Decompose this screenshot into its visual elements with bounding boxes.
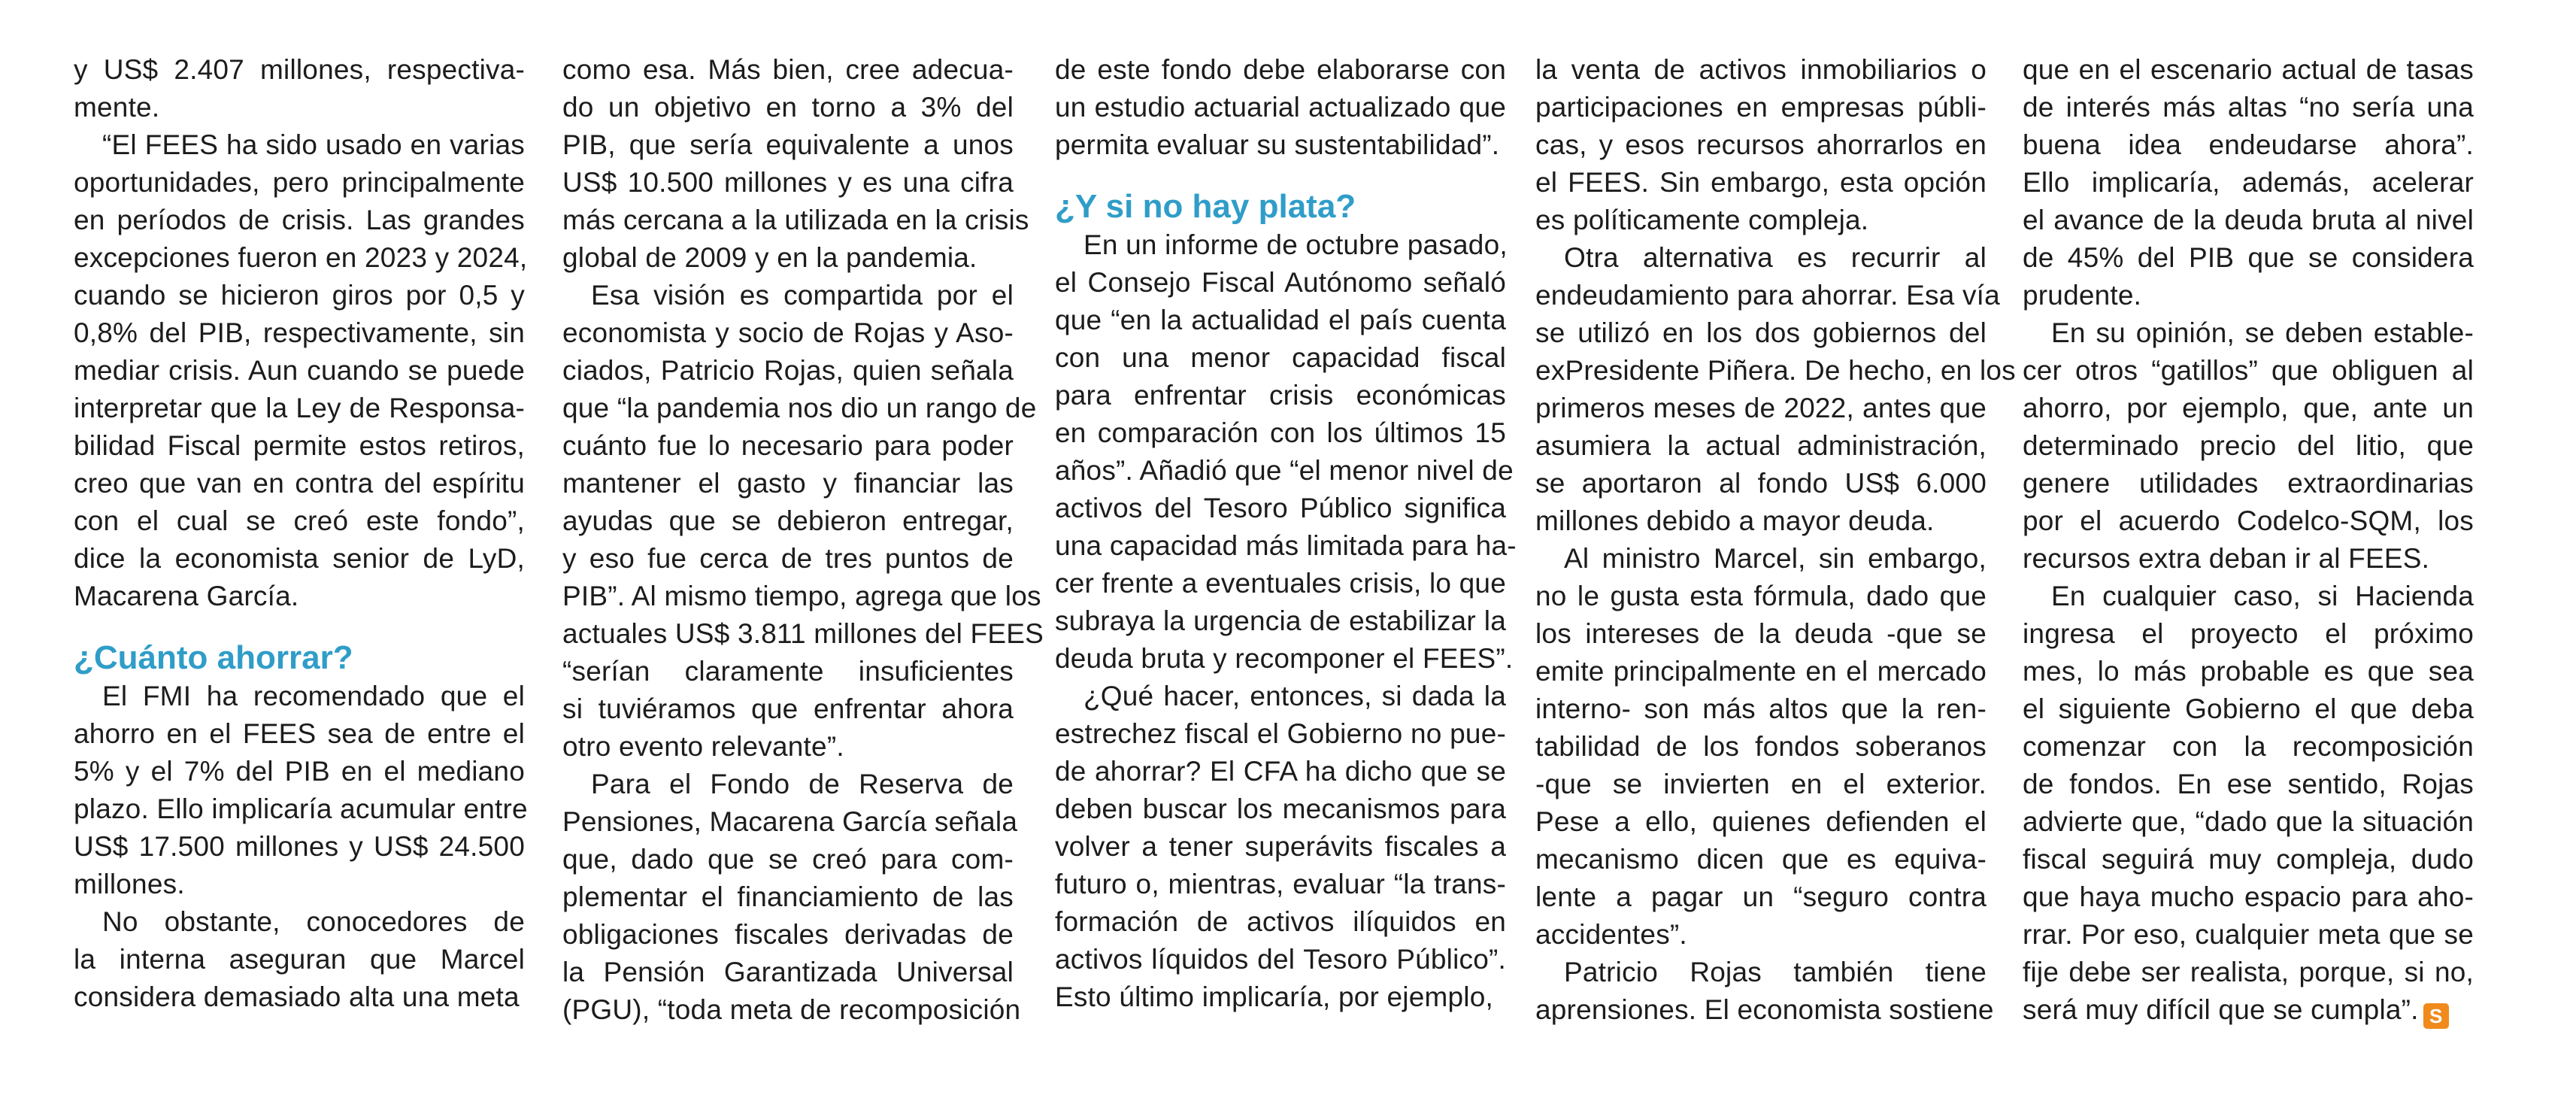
text-line: cuánto fue lo necesario para poder <box>562 430 1014 461</box>
text-line: Otra alternativa es recurrir al <box>1564 242 1987 273</box>
text-line: cas, y esos recursos ahorrarlos en <box>1535 129 1987 160</box>
text-line: se utilizó en los dos gobiernos del <box>1535 317 1987 348</box>
text-line: millones. <box>74 869 185 899</box>
text-line: fiscal seguirá muy compleja, dudo <box>2023 844 2474 875</box>
text-line: de ahorrar? El CFA ha dicho que se <box>1055 756 1506 787</box>
text-line: primeros meses de 2022, antes que <box>1535 393 1987 423</box>
text-line: obligaciones fiscales derivadas de <box>562 919 1014 950</box>
text-line: ahorro en el FEES sea de entre el <box>74 718 525 749</box>
text-line: que “en la actualidad el país cuenta <box>1055 305 1506 335</box>
text-line: futuro o, mientras, evaluar “la trans- <box>1055 869 1506 899</box>
text-line: ingresa el proyecto el próximo <box>2023 618 2474 649</box>
text-line: que haya mucho espacio para aho- <box>2023 881 2474 912</box>
text-line: de 45% del PIB que se considera <box>2023 242 2474 273</box>
text-line: ayudas que se debieron entregar, <box>562 505 1014 536</box>
paragraph <box>74 51 525 126</box>
text-line: la interna aseguran que Marcel <box>74 944 525 975</box>
text-line: los intereses de la deuda -que se <box>1535 618 1987 649</box>
text-line: de interés más altas “no sería una <box>2023 92 2474 123</box>
text-line: genere utilidades extraordinarias <box>2023 468 2474 499</box>
text-line: endeudamiento para ahorrar. Esa vía <box>1535 280 2000 311</box>
text-line: subraya la urgencia de estabilizar la <box>1055 605 1506 636</box>
text-line: la Pensión Garantizada Universal <box>562 957 1014 987</box>
text-line: y eso fue cerca de tres puntos de <box>562 543 1014 574</box>
text-line: advierte que, “dado que la situación <box>2023 806 2474 837</box>
text-line: excepciones fueron en 2023 y 2024, <box>74 242 528 273</box>
text-line: y US$ 2.407 millones, respectiva- <box>74 54 525 85</box>
text-line: prudente. <box>2023 280 2142 311</box>
text-line: se aportaron al fondo US$ 6.000 <box>1535 468 1987 499</box>
text-line: mes, lo más probable es que sea <box>2023 656 2474 687</box>
text-line: cer frente a eventuales crisis, lo que <box>1055 568 1506 599</box>
text-line: PIB, que sería equivalente a unos <box>562 129 1014 160</box>
paragraph <box>74 678 528 903</box>
text-line: accidentes”. <box>1535 919 1687 950</box>
text-line: plazo. Ello implicaría acumular entre <box>74 793 528 824</box>
text-line: permita evaluar su sustentabilidad”. <box>1055 129 1500 160</box>
text-line: la venta de activos inmobiliarios o <box>1535 54 1987 85</box>
text-line: si tuviéramos que enfrentar ahora <box>562 693 1014 724</box>
text-line: ahorro, por ejemplo, que, ante un <box>2023 393 2474 423</box>
text-line: buena idea endeudarse ahora”. <box>2023 129 2474 160</box>
text-line: exPresidente Piñera. De hecho, en los <box>1535 355 2016 386</box>
text-line: millones debido a mayor deuda. <box>1535 505 1935 536</box>
text-line: Esa visión es compartida por el <box>591 280 1014 311</box>
text-line: mente. <box>74 92 160 123</box>
text-line: aprensiones. El economista sostiene <box>1535 994 1994 1025</box>
text-line: deuda bruta y recomponer el FEES”. <box>1055 643 1514 674</box>
text-line: rrar. Por eso, cualquier meta que se <box>2023 919 2474 950</box>
text-line: años”. Añadió que “el menor nivel de <box>1055 455 1514 486</box>
paragraph <box>2023 578 2474 1029</box>
text-line: que en el escenario actual de tasas <box>2023 54 2474 85</box>
text-line: una capacidad más limitada para ha- <box>1055 530 1517 561</box>
text-line: Pensiones, Macarena García señala <box>562 806 1018 837</box>
text-line: con el cual se creó este fondo”, <box>74 505 525 536</box>
text-line: formación de activos ilíquidos en <box>1055 906 1506 937</box>
text-line: considera demasiado alta una meta <box>74 981 520 1012</box>
paragraph <box>562 766 1021 1029</box>
text-line: 0,8% del PIB, respectivamente, sin <box>74 317 525 348</box>
text-line: que “la pandemia nos dio un rango de <box>562 393 1037 423</box>
text-line: activos líquidos del Tesoro Público”. <box>1055 944 1506 975</box>
text-line: asumiera la actual administración, <box>1535 430 1987 461</box>
text-line: emite principalmente en el mercado <box>1535 656 1987 687</box>
end-mark-icon: S <box>2423 1003 2449 1029</box>
text-line: global de 2009 y en la pandemia. <box>562 242 977 273</box>
text-line: el siguiente Gobierno el que deba <box>2023 693 2474 724</box>
text-line: (PGU), “toda meta de recomposición <box>562 994 1021 1025</box>
text-line: oportunidades, pero principalmente <box>74 167 525 198</box>
text-line: -que se invierten en el exterior. <box>1535 769 1987 799</box>
last-line-wrap <box>2023 994 2449 1027</box>
text-line: que, dado que se creó para com- <box>562 844 1014 875</box>
text-line: no le gusta esta fórmula, dado que <box>1535 581 1987 611</box>
text-line: Macarena García. <box>74 581 299 611</box>
text-line: PIB”. Al mismo tiempo, agrega que los <box>562 581 1041 611</box>
text-line: El FMI ha recomendado que el <box>102 681 525 711</box>
text-line: por el acuerdo Codelco-SQM, los <box>2023 505 2474 536</box>
paragraph <box>1055 678 1506 1016</box>
section-heading: ¿Y si no hay plata? <box>1055 188 1356 225</box>
text-line: creo que van en contra del espíritu <box>74 468 525 499</box>
text-line: fije debe ser realista, porque, si no, <box>2023 957 2474 987</box>
text-line: US$ 10.500 millones y es una cifra <box>562 167 1014 198</box>
text-line: comenzar con la recomposición <box>2023 731 2474 762</box>
text-line: será muy difícil que se cumpla”. <box>2023 994 2419 1025</box>
text-line: en períodos de crisis. Las grandes <box>74 205 525 235</box>
text-line: en comparación con los últimos 15 <box>1055 417 1506 448</box>
text-line: con una menor capacidad fiscal <box>1055 342 1506 373</box>
text-line: En un informe de octubre pasado, <box>1083 229 1508 260</box>
text-line: otro evento relevante”. <box>562 731 844 762</box>
column-5 <box>2023 51 2474 1029</box>
paragraph <box>2023 314 2474 578</box>
text-line: plementar el financiamiento de las <box>562 881 1014 912</box>
paragraph <box>2023 51 2474 314</box>
text-line: En su opinión, se deben estable- <box>2051 317 2474 348</box>
column-1 <box>74 51 528 1016</box>
text-line: interpretar que la Ley de Responsa- <box>74 393 525 423</box>
paragraph <box>1535 239 2016 540</box>
paragraph <box>74 903 525 1016</box>
text-line: lente a pagar un “seguro contra <box>1535 881 1987 912</box>
text-line: mantener el gasto y financiar las <box>562 468 1014 499</box>
text-line: “serían claramente insuficientes <box>562 656 1014 687</box>
text-line: recursos extra deban ir al FEES. <box>2023 543 2430 574</box>
text-line: activos del Tesoro Público significa <box>1055 493 1506 523</box>
text-line: el avance de la deuda bruta al nivel <box>2023 205 2474 235</box>
text-line: un estudio actuarial actualizado que <box>1055 92 1506 123</box>
text-line: volver a tener superávits fiscales a <box>1055 831 1506 862</box>
column-2 <box>562 51 1044 1029</box>
text-line: es políticamente compleja. <box>1535 205 1869 235</box>
text-line: Para el Fondo de Reserva de <box>591 769 1014 799</box>
text-line: actuales US$ 3.811 millones del FEES <box>562 618 1044 649</box>
paragraph <box>1055 51 1506 164</box>
text-line: interno- son más altos que la ren- <box>1535 693 1987 724</box>
text-line: el Consejo Fiscal Autónomo señaló <box>1055 267 1506 298</box>
text-line: deben buscar los mecanismos para <box>1055 793 1506 824</box>
text-line: No obstante, conocedores de <box>102 906 525 937</box>
text-line: el FEES. Sin embargo, esta opción <box>1535 167 1987 198</box>
text-line: estrechez fiscal el Gobierno no pue- <box>1055 718 1506 749</box>
text-line: cuando se hicieron giros por 0,5 y <box>74 280 525 311</box>
text-line: “El FEES ha sido usado en varias <box>102 129 525 160</box>
text-line: como esa. Más bien, cree adecua- <box>562 54 1014 85</box>
text-line: Patricio Rojas también tiene <box>1564 957 1987 987</box>
text-line: bilidad Fiscal permite estos retiros, <box>74 430 525 461</box>
text-line: de fondos. En ese sentido, Rojas <box>2023 769 2474 799</box>
text-line: mecanismo dicen que es equiva- <box>1535 844 1987 875</box>
paragraph <box>1055 226 1517 678</box>
text-line: de este fondo debe elaborarse con <box>1055 54 1506 85</box>
section-heading: ¿Cuánto ahorrar? <box>74 639 353 676</box>
text-line: Ello implicaría, además, acelerar <box>2023 167 2474 198</box>
text-line: mediar crisis. Aun cuando se puede <box>74 355 525 386</box>
column-4 <box>1535 51 2016 1029</box>
text-line: Esto último implicaría, por ejemplo, <box>1055 981 1493 1012</box>
text-line: do un objetivo en torno a 3% del <box>562 92 1014 123</box>
column-3 <box>1055 51 1517 1016</box>
text-line: para enfrentar crisis económicas <box>1055 380 1506 411</box>
text-line: 5% y el 7% del PIB en el mediano <box>74 756 525 787</box>
text-line: cer otros “gatillos” que obliguen al <box>2023 355 2474 386</box>
text-line: participaciones en empresas públi- <box>1535 92 1987 123</box>
text-line: En cualquier caso, si Hacienda <box>2051 581 2474 611</box>
text-line: determinado precio del litio, que <box>2023 430 2474 461</box>
paragraph <box>562 277 1044 766</box>
paragraph <box>1535 540 1987 954</box>
paragraph <box>562 51 1029 277</box>
text-line: Al ministro Marcel, sin embargo, <box>1564 543 1987 574</box>
text-line: dice la economista senior de LyD, <box>74 543 525 574</box>
paragraph <box>1535 954 1994 1029</box>
text-line: ciados, Patricio Rojas, quien señala <box>562 355 1014 386</box>
paragraph <box>1535 51 1987 239</box>
text-line: más cercana a la utilizada en la crisis <box>562 205 1029 235</box>
paragraph <box>74 126 528 615</box>
text-line: Pese a ello, quienes defienden el <box>1535 806 1987 837</box>
text-line: tabilidad de los fondos soberanos <box>1535 731 1987 762</box>
text-line: economista y socio de Rojas y Aso- <box>562 317 1014 348</box>
text-line: ¿Qué hacer, entonces, si dada la <box>1083 681 1506 711</box>
text-line: US$ 17.500 millones y US$ 24.500 <box>74 831 525 862</box>
